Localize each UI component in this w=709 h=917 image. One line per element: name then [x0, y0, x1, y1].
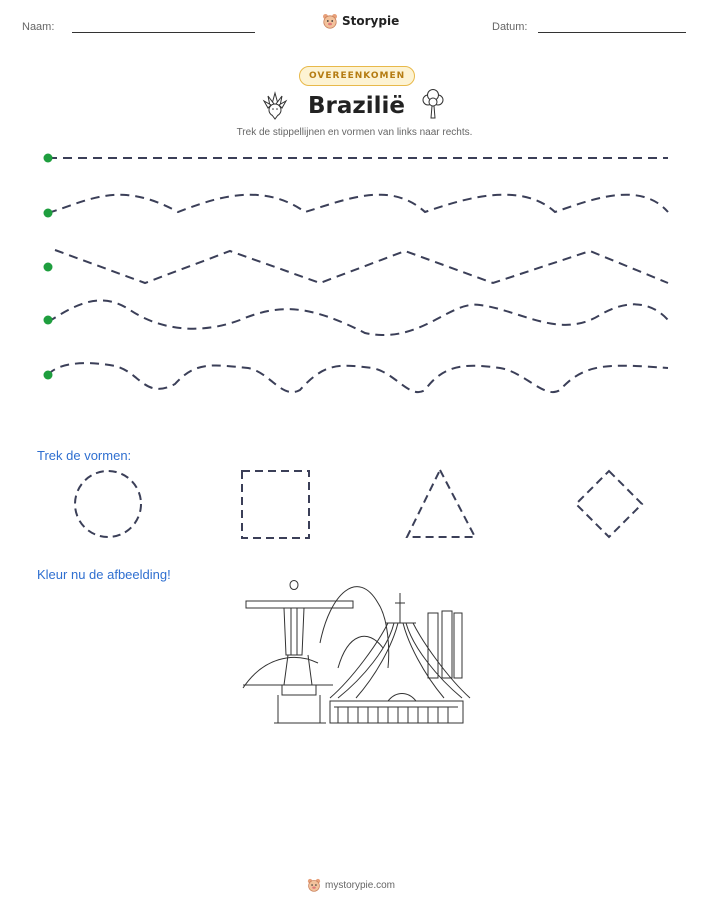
instructions: Trek de stippellijnen en vormen van links naar rechts. [236, 127, 473, 138]
page-title: Brazilië [308, 93, 406, 119]
bear-logo-icon [307, 878, 321, 892]
trace-line-wave-2[interactable] [48, 300, 668, 335]
trace-circle[interactable] [75, 471, 141, 537]
brand-name: Storypie [342, 14, 400, 28]
trace-line-zigzag[interactable] [55, 250, 668, 283]
start-dot [44, 263, 53, 272]
trace-triangle[interactable] [407, 470, 475, 537]
trace-line-wave-1[interactable] [48, 195, 668, 213]
start-dot [44, 316, 53, 325]
start-dot [44, 371, 53, 380]
start-dot [44, 209, 53, 218]
footer [307, 878, 395, 892]
name-label: Naam: [22, 21, 55, 33]
coloring-picture[interactable] [238, 573, 470, 728]
tracing-lines [0, 0, 709, 420]
date-label: Datum: [492, 21, 528, 33]
trace-line-wave-3[interactable] [48, 363, 668, 392]
shapes-heading: Trek de vormen: [37, 448, 132, 463]
start-dot [44, 154, 53, 163]
topic-badge: OVEREENKOMEN [299, 66, 415, 86]
trace-square[interactable] [242, 471, 309, 538]
trace-diamond[interactable] [576, 471, 642, 537]
footer-url[interactable]: mystorypie.com [325, 879, 396, 891]
coloring-heading: Kleur nu de afbeelding! [37, 567, 171, 582]
tracing-shapes [0, 460, 709, 550]
